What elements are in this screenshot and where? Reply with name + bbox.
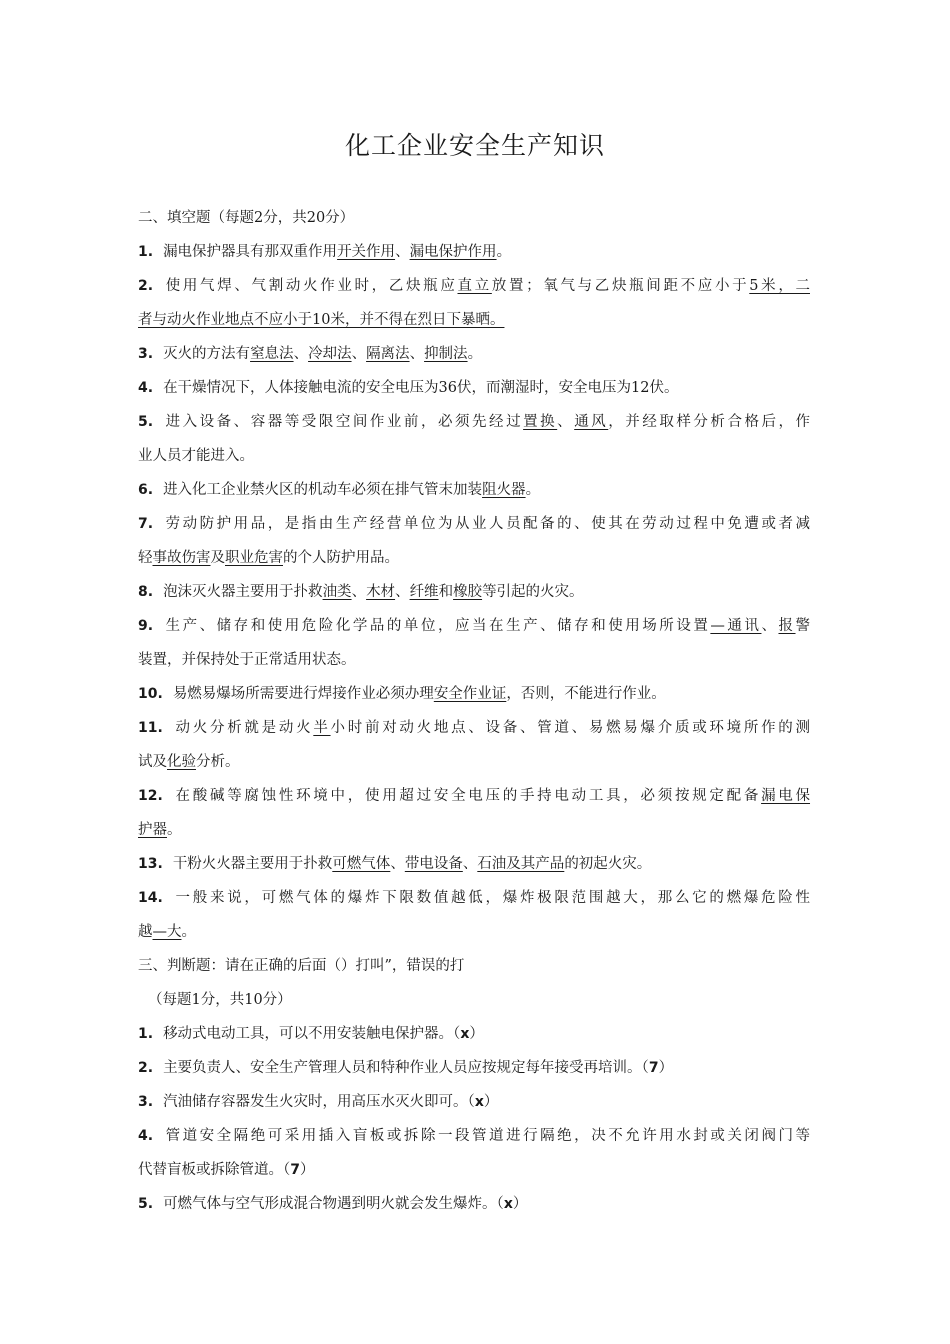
judgment-1: 1. 移动式电动工具，可以不用安装触电保护器。（x） [138, 1026, 484, 1042]
question-3: 3. 灭火的方法有窒息法、冷却法、隔离法、抑制法。 [138, 346, 483, 362]
question-13: 13. 干粉火火器主要用于扑救可燃气体、带电设备、石油及其产品的初起火灾。 [138, 856, 652, 872]
judgment-5: 5. 可燃气体与空气形成混合物遇到明火就会发生爆炸。（x） [138, 1196, 528, 1212]
question-6: 6. 进入化工企业禁火区的机动车必须在排气管末加装阻火器。 [138, 482, 541, 498]
page-title: 化工企业安全生产知识 [344, 131, 605, 160]
question-2: 2. 使用气焊、气割动火作业时，乙炔瓶应直立放置；氧气与乙炔瓶间距不应小于5米，二 [138, 278, 810, 294]
judgment-3: 3. 汽油储存容器发生火灾时，用高压水灭火即可。（x） [138, 1094, 499, 1110]
section2-heading: 二、填空题（每题2分，共20分） [138, 210, 355, 226]
question-11: 11. 动火分析就是动火半小时前对动火地点、设备、管道、易燃易爆介质或环境所作的测 [138, 720, 811, 736]
question-14: 14. 一般来说，可燃气体的爆炸下限数值越低，爆炸极限范围越大，那么它的燃爆危险性 [138, 890, 810, 906]
question-5: 5. 进入设备、容器等受限空间作业前，必须先经过置换、通风，并经取样分析合格后，作 [138, 414, 811, 430]
question-9: 9. 生产、储存和使用危险化学品的单位，应当在生产、储存和使用场所设置—通讯、报警 [138, 618, 811, 634]
section3-heading: 三、判断题：请在正确的后面（）打叫”，错误的打 [138, 958, 465, 974]
question-10: 10. 易燃易爆场所需要进行焊接作业必须办理安全作业证，否则，不能进行作业。 [138, 686, 666, 702]
question-2-cont: 者与动火作业地点不应小于10米，并不得在烈日下暴晒。 [138, 312, 505, 328]
question-12-cont: 护器。 [138, 822, 182, 838]
question-5-cont: 业人员才能进入。 [138, 448, 254, 464]
question-8: 8. 泡沫灭火器主要用于扑救油类、木材、纤维和橡胶等引起的火灾。 [138, 584, 584, 600]
question-1: 1. 漏电保护器具有那双重作用开关作用、漏电保护作用。 [138, 244, 512, 260]
question-14-cont: 越—大。 [138, 924, 196, 940]
question-9-cont: 装置，并保持处于正常适用状态。 [138, 652, 356, 668]
judgment-2: 2. 主要负责人、安全生产管理人员和特种作业人员应按规定每年接受再培训。（7） [138, 1060, 674, 1076]
judgment-4: 4. 管道安全隔绝可采用插入盲板或拆除一段管道进行隔绝，决不允许用水封或关闭阀门等 [138, 1128, 810, 1144]
question-11-cont: 试及化验分析。 [138, 754, 240, 770]
question-7-cont: 轻事故伤害及职业危害的个人防护用品。 [138, 550, 399, 566]
question-4: 4. 在干燥情况下，人体接触电流的安全电压为36伏，而潮湿时，安全电压为12伏。 [138, 380, 679, 396]
question-12: 12. 在酸碱等腐蚀性环境中，使用超过安全电压的手持电动工具，必须按规定配备漏电保 [138, 788, 811, 804]
section3-subheading: （每题1分，共10分） [148, 992, 292, 1008]
judgment-4-cont: 代替盲板或拆除管道。（7） [138, 1162, 315, 1178]
question-7: 7. 劳动防护用品，是指由生产经营单位为从业人员配备的、使其在劳动过程中免遭或者减 [138, 516, 810, 532]
